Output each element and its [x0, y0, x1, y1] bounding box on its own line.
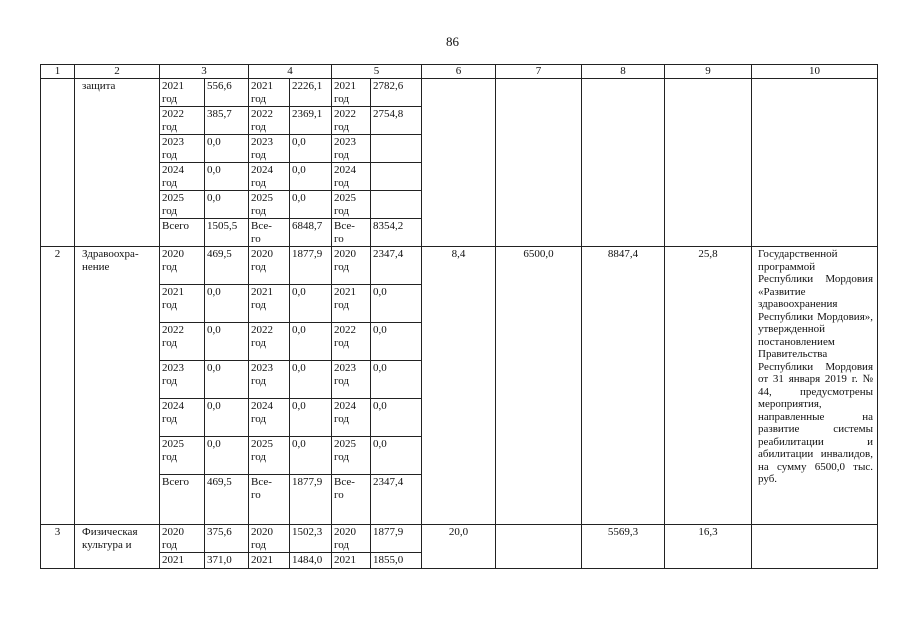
col3-year: 2022 год: [160, 107, 205, 135]
col4-value: 0,0: [290, 135, 332, 163]
row-name: защита: [75, 79, 160, 247]
col5-value: [371, 163, 422, 191]
col5-year: 2020 год: [332, 525, 371, 553]
col3-value: 0,0: [205, 135, 249, 163]
col5-year: 2020 год: [332, 247, 371, 285]
col4-year: 2021 год: [249, 79, 290, 107]
col5-value: 0,0: [371, 437, 422, 475]
col3-value: 0,0: [205, 399, 249, 437]
col4-value: 0,0: [290, 285, 332, 323]
col10-note: [752, 79, 878, 247]
col3-value: 0,0: [205, 323, 249, 361]
col4-year: 2022 год: [249, 323, 290, 361]
col4-year: 2020 год: [249, 247, 290, 285]
row-number: 3: [41, 525, 75, 569]
col5-year: 2024 год: [332, 399, 371, 437]
col3-value: 0,0: [205, 361, 249, 399]
col4-value: 1502,3: [290, 525, 332, 553]
col3-value: 1505,5: [205, 219, 249, 247]
header-row: [41, 65, 878, 79]
header-col-5: 5: [332, 65, 422, 79]
col4-value: 1877,9: [290, 247, 332, 285]
col5-value: [371, 135, 422, 163]
col4-year: 2024 год: [249, 163, 290, 191]
col5-year: 2023 год: [332, 135, 371, 163]
col3-year: 2024 год: [160, 163, 205, 191]
col4-value: 1877,9: [290, 475, 332, 525]
col7-value: [496, 525, 582, 569]
col4-value: 0,0: [290, 323, 332, 361]
col3-value: 0,0: [205, 163, 249, 191]
col8-value: 8847,4: [582, 247, 665, 525]
col4-year: 2022 год: [249, 107, 290, 135]
col3-value: 0,0: [205, 191, 249, 219]
col3-year: 2024 год: [160, 399, 205, 437]
header-col-1: 1: [41, 65, 75, 79]
col6-value: 20,0: [422, 525, 496, 569]
col5-value: 0,0: [371, 323, 422, 361]
col3-year: 2020 год: [160, 247, 205, 285]
table-row: [41, 525, 878, 553]
col3-year: 2025 год: [160, 191, 205, 219]
col6-value: [422, 79, 496, 247]
data-table: [40, 64, 878, 569]
col5-value: [371, 191, 422, 219]
header-col-3: 3: [160, 65, 249, 79]
col3-value: 375,6: [205, 525, 249, 553]
col4-value: 1484,0: [290, 553, 332, 569]
col5-year: 2025 год: [332, 437, 371, 475]
col5-value: 2347,4: [371, 247, 422, 285]
col5-value: 0,0: [371, 399, 422, 437]
col5-year: 2022 год: [332, 323, 371, 361]
col5-year: 2022 год: [332, 107, 371, 135]
col5-value: 2347,4: [371, 475, 422, 525]
table-row: [41, 79, 878, 107]
col4-value: 0,0: [290, 163, 332, 191]
header-col-10: 10: [752, 65, 878, 79]
col10-note: Государственной программой Республики Мордовия «Развитие здравоохранения Республики Мордовия», утвержденной постановлением Правительства Республики Мордовия от 31 января 2019 г. № 44, предусмотрены мероприятия, направленные на развитие системы реабилитации и абилитации инвалидов, на сумму 6500,0 тыс. руб.: [752, 247, 878, 525]
col3-value: 0,0: [205, 285, 249, 323]
col3-year: 2021: [160, 553, 205, 569]
col5-value: 2754,8: [371, 107, 422, 135]
header-col-7: 7: [496, 65, 582, 79]
col4-year: 2021: [249, 553, 290, 569]
col4-value: 0,0: [290, 399, 332, 437]
col3-year: Всего: [160, 475, 205, 525]
col5-value: 8354,2: [371, 219, 422, 247]
col4-year: 2025 год: [249, 191, 290, 219]
header-col-8: 8: [582, 65, 665, 79]
col4-year: 2025 год: [249, 437, 290, 475]
col9-value: 16,3: [665, 525, 752, 569]
col5-year: Все- го: [332, 219, 371, 247]
col8-value: [582, 79, 665, 247]
col7-value: 6500,0: [496, 247, 582, 525]
col3-year: 2021 год: [160, 79, 205, 107]
col5-year: 2021: [332, 553, 371, 569]
col5-value: 0,0: [371, 361, 422, 399]
col3-year: 2025 год: [160, 437, 205, 475]
header-col-6: 6: [422, 65, 496, 79]
col3-year: 2020 год: [160, 525, 205, 553]
col3-year: Всего: [160, 219, 205, 247]
col4-value: 2226,1: [290, 79, 332, 107]
col3-value: 556,6: [205, 79, 249, 107]
col10-note: [752, 525, 878, 569]
col4-year: 2023 год: [249, 135, 290, 163]
row-number: 2: [41, 247, 75, 525]
col5-value: 0,0: [371, 285, 422, 323]
col5-value: 1855,0: [371, 553, 422, 569]
col9-value: 25,8: [665, 247, 752, 525]
col5-year: 2021 год: [332, 285, 371, 323]
col3-year: 2021 год: [160, 285, 205, 323]
col5-year: Все- го: [332, 475, 371, 525]
col4-year: Все- го: [249, 475, 290, 525]
col5-year: 2025 год: [332, 191, 371, 219]
col4-year: Все- го: [249, 219, 290, 247]
page-number: 86: [446, 34, 459, 49]
col8-value: 5569,3: [582, 525, 665, 569]
col7-value: [496, 79, 582, 247]
col3-year: 2023 год: [160, 361, 205, 399]
col5-year: 2021 год: [332, 79, 371, 107]
row-name: Здравоохра- нение: [75, 247, 160, 525]
row-name: Физическая культура и: [75, 525, 160, 569]
table-row: [41, 247, 878, 285]
col4-year: 2024 год: [249, 399, 290, 437]
col4-year: 2023 год: [249, 361, 290, 399]
col5-value: 2782,6: [371, 79, 422, 107]
col4-year: 2020 год: [249, 525, 290, 553]
col4-value: 0,0: [290, 191, 332, 219]
col3-value: 385,7: [205, 107, 249, 135]
col4-value: 6848,7: [290, 219, 332, 247]
col4-value: 0,0: [290, 437, 332, 475]
header-col-9: 9: [665, 65, 752, 79]
header-col-4: 4: [249, 65, 332, 79]
col5-year: 2024 год: [332, 163, 371, 191]
col5-year: 2023 год: [332, 361, 371, 399]
col6-value: 8,4: [422, 247, 496, 525]
col4-year: 2021 год: [249, 285, 290, 323]
col3-value: 371,0: [205, 553, 249, 569]
col5-value: 1877,9: [371, 525, 422, 553]
col3-value: 0,0: [205, 437, 249, 475]
col4-value: 2369,1: [290, 107, 332, 135]
row-number: [41, 79, 75, 247]
header-col-2: 2: [75, 65, 160, 79]
col3-value: 469,5: [205, 247, 249, 285]
col3-value: 469,5: [205, 475, 249, 525]
col4-value: 0,0: [290, 361, 332, 399]
col9-value: [665, 79, 752, 247]
col3-year: 2023 год: [160, 135, 205, 163]
col3-year: 2022 год: [160, 323, 205, 361]
